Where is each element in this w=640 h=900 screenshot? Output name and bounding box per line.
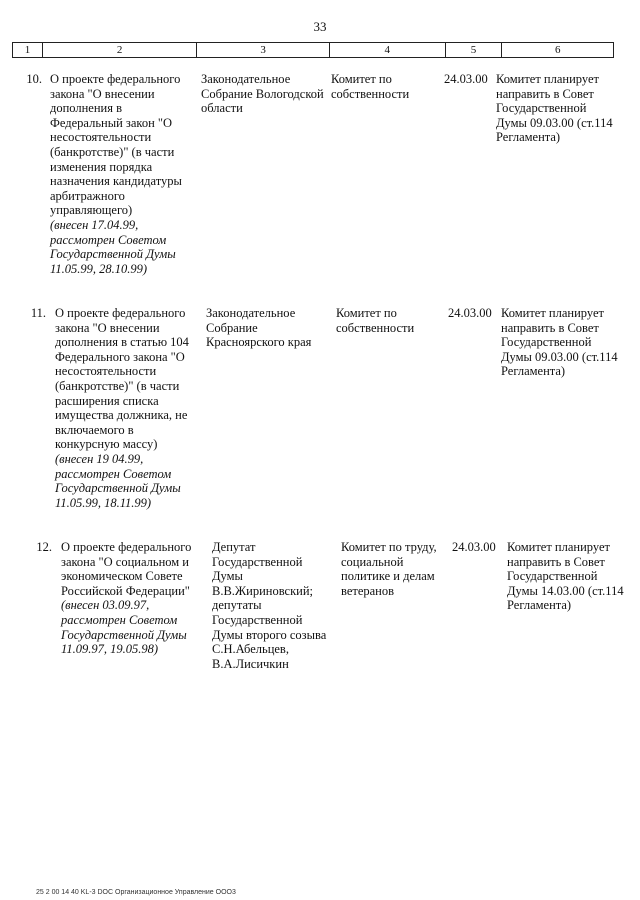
column-header-5: 5 — [446, 43, 503, 57]
review-date: 24.03.00 — [444, 72, 488, 86]
review-date: 24.03.00 — [452, 540, 496, 554]
row-number: 11. — [30, 306, 46, 320]
committee-decision: Комитет планирует направить в Совет Государственной Думы 14.03.00 (ст.114 Регламента) — [507, 540, 624, 613]
column-header-2: 2 — [43, 43, 197, 57]
bill-title-text: О проекте федерального закона "О внесении дополнения в статью 104 Федерального закона "О несостоятельности (банкротстве)" (в части расширения списка имущества должника, не включаемого в конкурсную массу) — [55, 306, 189, 452]
committee-decision: Комитет планирует направить в Совет Государственной Думы 09.03.00 (ст.114 Регламента) — [501, 306, 618, 379]
bill-note: (внесен 19 04.99, рассмотрен Советом Государственной Думы 11.05.99, 18.11.99) — [55, 451, 181, 510]
responsible-committee: Комитет по собственности — [336, 306, 415, 335]
column-header-row — [12, 42, 614, 58]
bill-initiator: Законодательное Собрание Вологодской области — [201, 72, 324, 116]
bill-title — [61, 540, 201, 657]
bill-note: (внесен 17.04.99, рассмотрен Советом Государственной Думы 11.05.99, 28.10.99) — [50, 217, 176, 276]
review-date: 24.03.00 — [448, 306, 492, 320]
document-footer: 25 2 00 14 40 KL-3 DOC Организационное Управление ООО3 — [36, 889, 236, 896]
bill-note: (внесен 03.09.97, рассмотрен Советом Государственной Думы 11.09.97, 19.05.98) — [61, 598, 187, 657]
bill-title — [55, 306, 195, 510]
committee-decision: Комитет планирует направить в Совет Государственной Думы 09.03.00 (ст.114 Регламента) — [496, 72, 613, 145]
responsible-committee: Комитет по труду, социальной политике и делам ветеранов — [341, 540, 437, 598]
page-number: 33 — [313, 19, 327, 34]
responsible-committee: Комитет по собственности — [331, 72, 410, 101]
bill-initiator: Депутат Государственной Думы В.В.Жириновский; депутаты Государственной Думы второго созыва С.Н.Абельцев, В.А.Лисичкин — [212, 540, 327, 671]
column-header-1: 1 — [13, 43, 43, 57]
column-header-3: 3 — [197, 43, 330, 57]
bill-title-text: О проекте федерального закона "О социальном и экономическом Совете Российской Федерации" — [61, 540, 192, 598]
column-header-6: 6 — [554, 44, 561, 56]
bill-initiator: Законодательное Собрание Красноярского края — [206, 306, 312, 350]
column-header-4: 4 — [330, 43, 446, 57]
row-number: 12. — [36, 540, 52, 554]
bill-title-text: О проекте федерального закона "О внесении дополнения в Федеральный закон "О несостоятельности (банкротстве)" (в части изменения порядка назначения кандидатуры арбитражного управляющего) — [50, 72, 182, 218]
bill-title — [50, 72, 190, 276]
row-number: 10. — [26, 72, 42, 86]
